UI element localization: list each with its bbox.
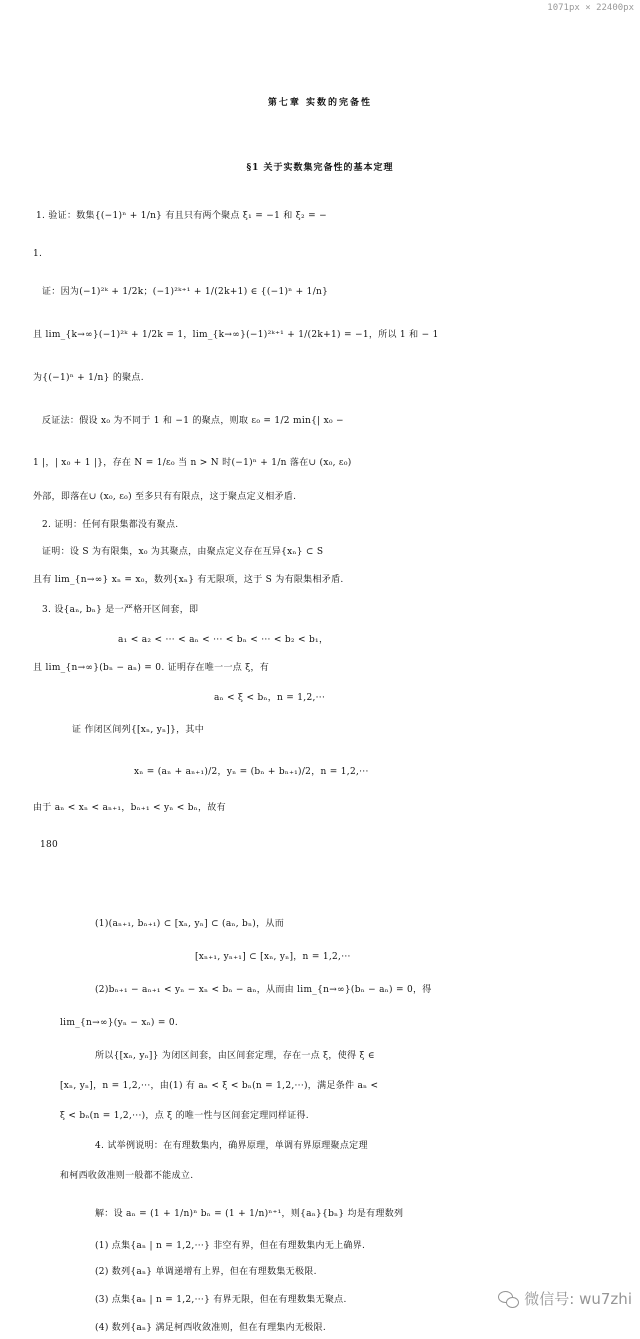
text-line: 由于 aₙ < xₙ < aₙ₊₁，bₙ₊₁ < yₙ < bₙ，故有 (33, 803, 226, 813)
text-line: 1. (33, 249, 43, 259)
text-line: [xₙ, yₙ]，n = 1,2,···，由(1) 有 aₙ < ξ < bₙ(n = 1,2,···)，满足条件 aₙ < (60, 1081, 379, 1091)
text-line: (3) 点集{aₙ | n = 1,2,···} 有界无限，但在有理数集无聚点. (95, 1295, 347, 1305)
text-line: 证明：设 S 为有限集，x₀ 为其聚点，由聚点定义存在互异{xₙ} ⊂ S (42, 547, 324, 557)
watermark (498, 1288, 632, 1309)
text-line: [xₙ₊₁, yₙ₊₁] ⊂ [xₙ, yₙ]，n = 1,2,··· (195, 952, 351, 962)
text-line: a₁ < a₂ < ··· < aₙ < ··· < bₙ < ··· < b₂ < b₁， (118, 635, 329, 645)
text-line: (4) 数列{aₙ} 满足柯西收敛准则，但在有理集内无极限. (95, 1323, 327, 1333)
text-line: aₙ < ξ < bₙ，n = 1,2,··· (214, 693, 326, 703)
text-line: 2. 证明：任何有限集都没有聚点. (42, 520, 179, 530)
text-line: (1) 点集{aₙ | n = 1,2,···} 非空有界，但在有理数集内无上确界. (95, 1241, 366, 1251)
text-line: 外部，即落在∪ (x₀, ε₀) 至多只有有限点，这于聚点定义相矛盾. (33, 492, 297, 502)
text-line: lim_{n→∞}(yₙ − xₙ) = 0. (60, 1018, 179, 1028)
wechat-icon (498, 1291, 520, 1307)
watermark-text: 微信号: wu7zhi (524, 1290, 632, 1308)
page-number: 180 (40, 840, 59, 850)
text-line: 3. 设{aₙ, bₙ} 是一严格开区间套，即 (42, 605, 199, 615)
text-line: 所以{[xₙ, yₙ]} 为闭区间套，由区间套定理，存在一点 ξ，使得 ξ ∈ (95, 1051, 375, 1061)
text-line: 1 |，| x₀ + 1 |}，存在 N = 1/ε₀ 当 n > N 时(−1)ⁿ + 1/n 落在∪ (x₀, ε₀) (33, 458, 352, 468)
text-line: 且 lim_{k→∞}(−1)²ᵏ + 1/2k = 1，lim_{k→∞}(−1)²ᵏ⁺¹ + 1/(2k+1) = −1，所以 1 和 − 1 (33, 330, 439, 340)
text-line: (1)(aₙ₊₁, bₙ₊₁) ⊂ [xₙ, yₙ] ⊂ (aₙ, bₙ)，从而 (95, 919, 284, 929)
text-line: 且有 lim_{n→∞} xₙ = x₀，数列{xₙ} 有无限项，这于 S 为有限集相矛盾. (33, 575, 344, 585)
text-line: 1. 验证：数集{(−1)ⁿ + 1/n} 有且只有两个聚点 ξ₁ = −1 和 ξ₂ = − (36, 211, 327, 221)
text-line: 和柯西收敛准则一般都不能成立. (60, 1171, 194, 1181)
section-title: §1 关于实数集完备性的基本定理 (246, 163, 394, 173)
text-line: ξ < bₙ(n = 1,2,···)，点 ξ 的唯一性与区间套定理同样证得. (60, 1111, 309, 1121)
text-line: 证：因为(−1)²ᵏ + 1/2k；(−1)²ᵏ⁺¹ + 1/(2k+1) ∈ {(−1)ⁿ + 1/n} (42, 287, 329, 297)
text-line: 4. 试举例说明：在有理数集内，确界原理，单调有界原理聚点定理 (95, 1141, 368, 1151)
text-line: 解：设 aₙ = (1 + 1/n)ⁿ bₙ = (1 + 1/n)ⁿ⁺¹，则{aₙ}{bₙ} 均是有理数列 (95, 1209, 404, 1219)
text-line: xₙ = (aₙ + aₙ₊₁)/2，yₙ = (bₙ + bₙ₊₁)/2，n = 1,2,··· (134, 767, 369, 777)
text-line: 且 lim_{n→∞}(bₙ − aₙ) = 0. 证明存在唯一一点 ξ，有 (33, 663, 270, 673)
text-line: (2)bₙ₊₁ − aₙ₊₁ < yₙ − xₙ < bₙ − aₙ，从而由 lim_{n→∞}(bₙ − aₙ) = 0，得 (95, 985, 432, 995)
text-line: (2) 数列{aₙ} 单调递增有上界，但在有理数集无极限. (95, 1267, 317, 1277)
chapter-title: 第七章 实数的完备性 (267, 98, 373, 108)
text-line: 反证法：假设 x₀ 为不同于 1 和 −1 的聚点，则取 ε₀ = 1/2 min{| x₀ − (42, 416, 344, 426)
text-line: 证 作闭区间列{[xₙ, yₙ]}，其中 (72, 725, 205, 735)
text-line: 为{(−1)ⁿ + 1/n} 的聚点. (33, 373, 144, 383)
image-size-label: 1071px × 22400px (547, 3, 634, 13)
